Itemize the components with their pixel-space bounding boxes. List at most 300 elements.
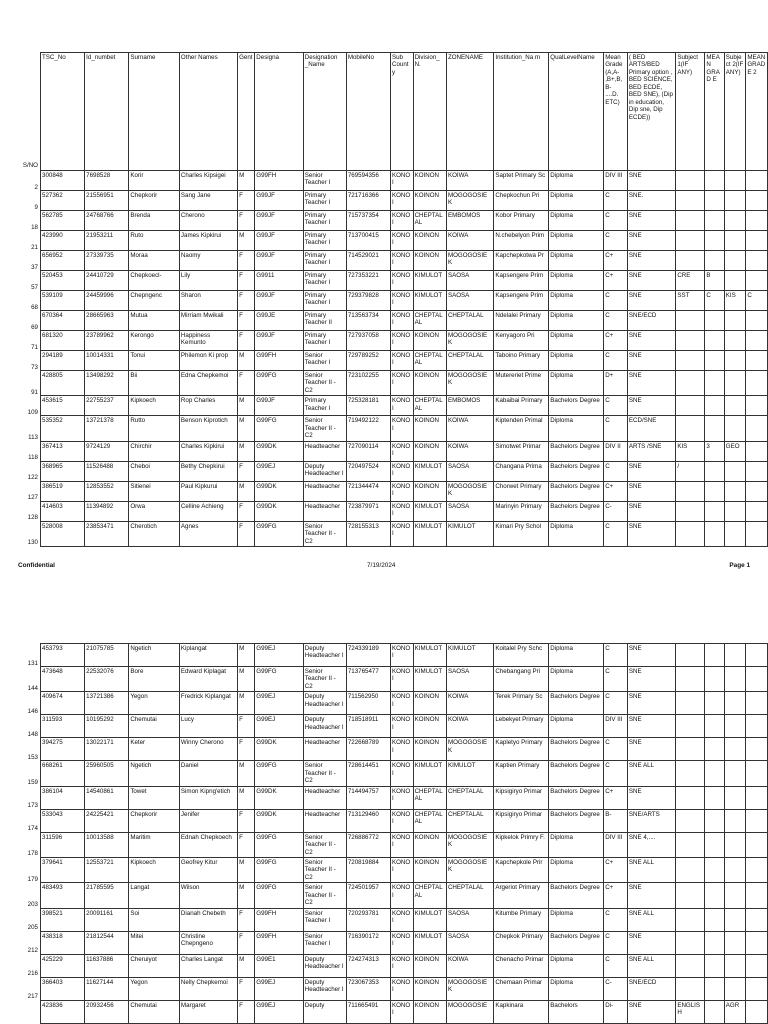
table-cell: G99FG (255, 857, 303, 882)
table-cell: KOINON (413, 715, 446, 738)
table-cell: SNE (627, 171, 675, 191)
table-cell: 711562950 (346, 692, 390, 715)
table-cell (746, 832, 768, 857)
table-row (41, 311, 768, 331)
table-cell: Bore (129, 667, 180, 692)
table-cell: KONOI (390, 908, 413, 931)
table-cell (705, 191, 724, 211)
table-cell: KONOI (390, 692, 413, 715)
table-cell: M (238, 171, 255, 191)
table-cell: 386519 (41, 481, 85, 501)
table-cell: Diploma (549, 211, 604, 231)
table-cell: KONOI (390, 644, 413, 667)
column-header: Designa (255, 53, 303, 171)
table-cell: Primary Teacher I (303, 191, 346, 211)
table-cell: 713129460 (346, 809, 390, 832)
table-cell (705, 738, 724, 761)
row-sno: 179 (27, 875, 38, 883)
table-cell: 11526488 (85, 461, 129, 481)
table-cell: Senior Teacher II - C2 (303, 416, 346, 441)
table-row (41, 171, 768, 191)
table-cell: 13721386 (85, 692, 129, 715)
table-cell: KOINON (413, 171, 446, 191)
table-cell: C (604, 351, 628, 371)
table-cell: Deputy Headteacher I (303, 715, 346, 738)
table-cell: G99EJ (255, 715, 303, 738)
table-cell: SNE (627, 211, 675, 231)
table-cell: Charles Langat (179, 954, 237, 977)
table-cell: 562785 (41, 211, 85, 231)
table-cell: 670364 (41, 311, 85, 331)
table-cell (724, 211, 746, 231)
table-cell: B- (604, 809, 628, 832)
table-cell: KOIWA (446, 692, 493, 715)
table-cell: MOGOGOSIE K (446, 191, 493, 211)
table-cell: Cherono (179, 211, 237, 231)
table-cell: M (238, 441, 255, 461)
table-cell: Diploma (549, 857, 604, 882)
table-cell: KONOI (390, 481, 413, 501)
table-cell: Headteacher (303, 481, 346, 501)
table-cell: SNE ALL (627, 857, 675, 882)
table-cell (724, 809, 746, 832)
table-cell: 681320 (41, 331, 85, 351)
table-cell: Chirchir (129, 441, 180, 461)
table-cell: KOINON (413, 857, 446, 882)
table-cell: Senior Teacher I (303, 351, 346, 371)
table-cell (705, 786, 724, 809)
table-cell: MOGOGOSIE K (446, 738, 493, 761)
table-cell: 28665963 (85, 311, 129, 331)
table-cell (705, 644, 724, 667)
table-cell: ENGLISH (676, 1000, 705, 1023)
table-cell: Senior Teacher I (303, 908, 346, 931)
table-cell: Deputy Headteacher I (303, 977, 346, 1000)
table-cell: KONOI (390, 667, 413, 692)
table-cell: 438318 (41, 931, 85, 954)
row-sno: 216 (27, 970, 38, 978)
table-cell: C (705, 291, 724, 311)
table-cell: Lucy (179, 715, 237, 738)
table-cell: KIMULOT (413, 761, 446, 786)
table-cell: CRE (676, 271, 705, 291)
table-cell: G99JF (255, 211, 303, 231)
table-cell: GEO (724, 441, 746, 461)
table-cell: 713765477 (346, 667, 390, 692)
table-row (41, 291, 768, 311)
table-cell: KOINON (413, 416, 446, 441)
table-cell: KONOI (390, 857, 413, 882)
table-cell: Chemutai (129, 715, 180, 738)
table-cell: 23853471 (85, 521, 129, 546)
table-cell: CHEPTALAL (413, 809, 446, 832)
table-cell: KIMULOT (446, 521, 493, 546)
table-cell: C+ (604, 786, 628, 809)
table-cell: G99EJ (255, 977, 303, 1000)
table-cell: KONOI (390, 371, 413, 396)
table-cell: C- (604, 501, 628, 521)
table-cell (746, 931, 768, 954)
table-cell: MOGOGOSIE K (446, 371, 493, 396)
table-cell: 423836 (41, 1000, 85, 1023)
table-cell: 386104 (41, 786, 85, 809)
column-header: Subject 1(IF ANY) (676, 53, 705, 171)
table-cell (746, 331, 768, 351)
table-cell: Bachelors Degree (549, 761, 604, 786)
table-cell: Primary Teacher I (303, 231, 346, 251)
row-sno: 130 (27, 539, 38, 547)
table-cell: SNE (627, 291, 675, 311)
table-cell: Maritim (129, 832, 180, 857)
table-cell: 311593 (41, 715, 85, 738)
table-cell (724, 667, 746, 692)
table-cell: F (238, 501, 255, 521)
table-cell: KOIWA (446, 441, 493, 461)
table-cell (746, 501, 768, 521)
row-sno: 148 (27, 730, 38, 738)
table-cell (724, 521, 746, 546)
table-cell: KOINON (413, 331, 446, 351)
table-cell: KIMULOT (413, 644, 446, 667)
table-cell: SNE. (627, 191, 675, 211)
row-sno: 9 (34, 203, 38, 211)
table-cell: Charles Kipsigei (179, 171, 237, 191)
table-cell: KOINON (413, 441, 446, 461)
table-cell: SAOSA (446, 908, 493, 931)
table-cell (746, 251, 768, 271)
table-cell: Headteacher (303, 441, 346, 461)
table-cell: C (746, 291, 768, 311)
table-cell: Mutua (129, 311, 180, 331)
table-cell (705, 883, 724, 908)
table-cell: KONOI (390, 191, 413, 211)
table-cell: 13022171 (85, 738, 129, 761)
table-cell: 723067353 (346, 977, 390, 1000)
table-cell (746, 231, 768, 251)
table-cell (746, 521, 768, 546)
table-cell: DIV III (604, 171, 628, 191)
table-cell (724, 331, 746, 351)
table-cell (705, 351, 724, 371)
table-cell: Bachelors Degree (549, 738, 604, 761)
table-cell: M (238, 416, 255, 441)
table-cell: Yegon (129, 977, 180, 1000)
table-cell: Marinyin Primary (494, 501, 549, 521)
table-cell: 13498292 (85, 371, 129, 396)
table-cell: Diploma (549, 371, 604, 396)
column-header: Gent (238, 53, 255, 171)
table-cell (676, 311, 705, 331)
table-cell: G99EJ (255, 644, 303, 667)
table-cell: C (604, 644, 628, 667)
table-cell: Soi (129, 908, 180, 931)
table-cell: C (604, 761, 628, 786)
table-cell: G99FH (255, 908, 303, 931)
column-header: MEAN GRADE 2 (746, 53, 768, 171)
table-cell: Diploma (549, 644, 604, 667)
row-sno: 203 (27, 901, 38, 909)
table-cell: Senior Teacher II - C2 (303, 667, 346, 692)
table-cell (724, 908, 746, 931)
table-cell: KONOI (390, 931, 413, 954)
table-cell: 24410729 (85, 271, 129, 291)
table-cell: SAOSA (446, 667, 493, 692)
table-cell: C (604, 738, 628, 761)
table-cell: 11394892 (85, 501, 129, 521)
table-cell: Diploma (549, 667, 604, 692)
table-cell: KOIWA (446, 416, 493, 441)
table-cell: Ruto (129, 231, 180, 251)
table-cell: 719492122 (346, 416, 390, 441)
table-cell: C+ (604, 251, 628, 271)
table-cell: 714529021 (346, 251, 390, 271)
table-cell (705, 251, 724, 271)
table-cell: 728155313 (346, 521, 390, 546)
teacher-table-page1 (40, 52, 768, 547)
table-cell: C+ (604, 331, 628, 351)
table-row (41, 351, 768, 371)
table-cell: SNE/ECD (627, 977, 675, 1000)
table-cell: MOGOGOSIE K (446, 251, 493, 271)
table-cell: KONOI (390, 211, 413, 231)
row-sno: 174 (27, 825, 38, 833)
table-cell: Korir (129, 171, 180, 191)
table-cell: Christine Chepngeno (179, 931, 237, 954)
table-cell: Lily (179, 271, 237, 291)
table-cell: Senior Teacher II - C2 (303, 761, 346, 786)
table-cell: G99FG (255, 371, 303, 396)
table-cell: Mirriam Mwikali (179, 311, 237, 331)
table-cell: KOINON (413, 231, 446, 251)
table-cell: KOIWA (446, 715, 493, 738)
table-cell: C (604, 291, 628, 311)
table-cell (676, 931, 705, 954)
table-cell: Fredrick Kiplangat (179, 692, 237, 715)
table-cell: 10014331 (85, 351, 129, 371)
table-cell: 423990 (41, 231, 85, 251)
table-cell: Paul Kipkurui (179, 481, 237, 501)
table-cell (676, 171, 705, 191)
row-sno: 159 (27, 779, 38, 787)
table-cell: C (604, 231, 628, 251)
table-cell: Deputy Headteacher I (303, 692, 346, 715)
table-cell: Chepkochun Pri (494, 191, 549, 211)
table-cell: KOINON (413, 832, 446, 857)
table-cell: G99DK (255, 786, 303, 809)
table-cell: KONOI (390, 738, 413, 761)
table-cell: G99JF (255, 231, 303, 251)
table-cell: 724339189 (346, 644, 390, 667)
row-sno: 205 (27, 924, 38, 932)
table-cell: 453793 (41, 644, 85, 667)
column-header: Designation _Name (303, 53, 346, 171)
table-cell (746, 211, 768, 231)
table-cell: SNE (627, 692, 675, 715)
table-cell: M (238, 692, 255, 715)
table-cell: Deputy Headteacher I (303, 461, 346, 481)
table-cell (724, 171, 746, 191)
table-cell: KOINON (413, 251, 446, 271)
table-cell: 14540861 (85, 786, 129, 809)
table-cell: F (238, 211, 255, 231)
table-cell (676, 715, 705, 738)
table-cell: 720497524 (346, 461, 390, 481)
table-cell: F (238, 191, 255, 211)
table-cell: Diploma (549, 191, 604, 211)
table-cell: Bachelors Degree (549, 883, 604, 908)
table-cell: M (238, 761, 255, 786)
table-cell: KONOI (390, 171, 413, 191)
table-cell: 21075785 (85, 644, 129, 667)
table-cell: G99EJ (255, 692, 303, 715)
table-cell: 379641 (41, 857, 85, 882)
table-cell: Bachelors Degree (549, 481, 604, 501)
table-cell: 722668789 (346, 738, 390, 761)
footer-page-number: Page 1 (729, 562, 750, 569)
table-cell: Chorwet Primary (494, 481, 549, 501)
table-row (41, 667, 768, 692)
table-cell: Bachelors Degree (549, 931, 604, 954)
table-cell: 27339735 (85, 251, 129, 271)
table-cell: G99EJ (255, 461, 303, 481)
table-cell: KIMULOT (413, 931, 446, 954)
table-cell (676, 211, 705, 231)
table-cell: CHEPTALAL (446, 883, 493, 908)
table-cell: KONOI (390, 311, 413, 331)
table-cell: KOINON (413, 1000, 446, 1023)
table-cell (705, 715, 724, 738)
table-cell: SAOSA (446, 461, 493, 481)
footer-confidential: Confidential (18, 562, 55, 569)
table-cell: C (604, 908, 628, 931)
row-sno: 2 (34, 183, 38, 191)
table-cell: F (238, 738, 255, 761)
table-cell: Kiplangat (179, 644, 237, 667)
table-cell (676, 251, 705, 271)
table-cell: Bii (129, 371, 180, 396)
column-header: ZONENAME (446, 53, 493, 171)
table-cell (676, 644, 705, 667)
table-cell: 366403 (41, 977, 85, 1000)
table-cell: SNE (627, 351, 675, 371)
table-cell: C+ (604, 883, 628, 908)
sno-header: S/NO (22, 162, 38, 169)
table-cell: Bachelors Degree (549, 461, 604, 481)
row-sno: 131 (27, 659, 38, 667)
table-cell: 24225421 (85, 809, 129, 832)
table-cell: 428805 (41, 371, 85, 396)
table-cell: G99FH (255, 351, 303, 371)
table-cell: KIS (676, 441, 705, 461)
table-cell: 713563734 (346, 311, 390, 331)
table-cell: Senior Teacher II - C2 (303, 371, 346, 396)
table-cell: Headteacher (303, 809, 346, 832)
table-cell: KOIWA (446, 954, 493, 977)
table-cell: KIS (724, 291, 746, 311)
table-cell: 725328181 (346, 396, 390, 416)
table-cell: 20932456 (85, 1000, 129, 1023)
table-cell: KONOI (390, 461, 413, 481)
row-sno: 212 (27, 947, 38, 955)
table-cell: Diploma (549, 171, 604, 191)
table-cell: KIMULOT (413, 908, 446, 931)
table-cell (676, 667, 705, 692)
table-cell (724, 311, 746, 331)
table-cell (705, 481, 724, 501)
table-cell: F (238, 461, 255, 481)
table-cell: F (238, 311, 255, 331)
table-cell: Diploma (549, 351, 604, 371)
table-cell: 24459996 (85, 291, 129, 311)
row-sno: 146 (27, 707, 38, 715)
table-cell: 21953211 (85, 231, 129, 251)
table-cell: 713700415 (346, 231, 390, 251)
table-cell: Primary Teacher I (303, 396, 346, 416)
table-cell: 7698528 (85, 171, 129, 191)
table-cell: Wilson (179, 883, 237, 908)
table-cell (746, 977, 768, 1000)
table-row (41, 501, 768, 521)
table-cell: 727090114 (346, 441, 390, 461)
table-cell (676, 786, 705, 809)
table-cell: 425229 (41, 954, 85, 977)
table-cell: G99JF (255, 251, 303, 271)
table-cell: SAOSA (446, 271, 493, 291)
table-cell: F (238, 271, 255, 291)
table-cell: 729789252 (346, 351, 390, 371)
table-cell: Diploma (549, 977, 604, 1000)
table-cell: CHEPTALAL (413, 351, 446, 371)
table-cell (724, 715, 746, 738)
table-cell (724, 786, 746, 809)
table-cell: CHEPTALAL (413, 786, 446, 809)
table-cell: 723102255 (346, 371, 390, 396)
row-sno: 68 (31, 303, 38, 311)
table-cell: Senior Teacher II - C2 (303, 521, 346, 546)
table-cell: Rop Charles (179, 396, 237, 416)
row-sno: 122 (27, 474, 38, 482)
table-cell: D+ (604, 371, 628, 396)
table-cell: 11627144 (85, 977, 129, 1000)
table-cell: 398521 (41, 908, 85, 931)
table-cell: 21785595 (85, 883, 129, 908)
table-cell: 294189 (41, 351, 85, 371)
table-cell: 23789962 (85, 331, 129, 351)
table-cell: Chepkok Primary (494, 931, 549, 954)
sno-column-page1 (0, 52, 40, 547)
table-cell: SNE (627, 396, 675, 416)
table-cell (705, 371, 724, 396)
table-cell: G99DK (255, 809, 303, 832)
table-cell: 656952 (41, 251, 85, 271)
column-header: Division_ N. (413, 53, 446, 171)
table-cell (724, 501, 746, 521)
table-cell: 729379828 (346, 291, 390, 311)
table-cell (746, 371, 768, 396)
table-cell: G9911 (255, 271, 303, 291)
table-cell: SAOSA (446, 931, 493, 954)
table-cell: F (238, 371, 255, 396)
table-row (41, 954, 768, 977)
table-cell: Changana Prima (494, 461, 549, 481)
table-cell: Cheboi (129, 461, 180, 481)
table-cell: Headteacher (303, 501, 346, 521)
table-cell: SAOSA (446, 291, 493, 311)
table-cell: Bachelors Degree (549, 441, 604, 461)
table-cell: F (238, 809, 255, 832)
table-cell: SNE (627, 231, 675, 251)
row-sno: 69 (31, 323, 38, 331)
